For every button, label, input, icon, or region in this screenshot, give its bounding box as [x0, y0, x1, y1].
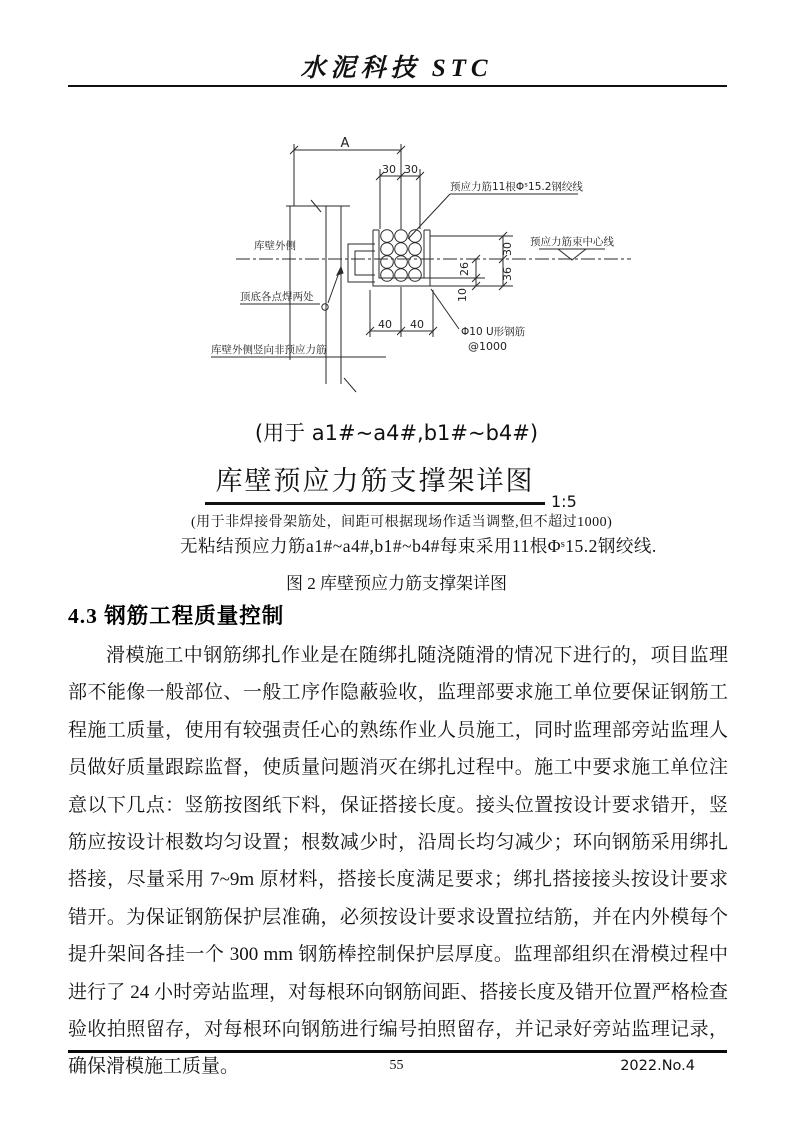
figure-caption: 图 2 库壁预应力筋支撑架详图 — [286, 574, 507, 593]
dim-30b-label: 30 — [404, 163, 418, 176]
strand-bundle — [381, 230, 422, 282]
section-body-paragraph: 滑模施工中钢筋绑扎作业是在随绑扎随浇随滑的情况下进行的，项目监理部不能像一般部位、一般工序作隐蔽验收，监理部要求施工单位要保证钢筋工程施工质量，使用有较强责任心的熟练作业人员施工，同时监理部旁站监理人员做好质量跟踪监督，使质量问题消灭在绑扎过程中。施工中要求施工单位注意以下几点：竖筋按图纸下料，保证搭接长度。接头位置按设计要求错开，竖筋应按设计根数均匀设置；根数减少时，沿周长均匀减少；环向钢筋采用绑扎搭接，尽量采用 7~9m 原材料，搭接长度满足要求；绑扎搭接接头按设计要求错开。为保证钢筋保护层准确，必须按设计要求设置拉结筋，并在内外模每个提升架间各挂一个 300 mm 钢筋棒控制保护层厚度。监理部组织在滑模过程中进行了 24 小时旁站监理，对每根环向钢筋间距、搭接长度及错开位置严格检查验收拍照留存，对每根环向钢筋进行编号拍照留存，并记录好旁站监理记录，确保滑模施工质量。 — [68, 645, 728, 1078]
dimension-40-40 — [366, 287, 437, 337]
dim-40b-label: 40 — [410, 318, 424, 331]
right-dimensions — [424, 232, 513, 290]
figure-note-1: (用于非焊接骨架筋处，间距可根据现场作适当调整,但不超过1000) — [191, 515, 613, 530]
vertical-rebar-label: 库壁外侧竖向非预应力筋 — [211, 344, 327, 356]
strand-label: 预应力筋11根Φˢ15.2钢绞线 — [450, 181, 583, 193]
weld-leader — [240, 267, 343, 310]
centerline-marker — [539, 249, 605, 260]
footer-rule — [68, 1050, 727, 1053]
weld-label: 顶底各点焊两处 — [240, 291, 314, 303]
figure-title: 库壁预应力筋支撑架详图 — [215, 466, 535, 496]
figure-note-2: 无粘结预应力筋a1#~a4#,b1#~b4#每束采用11根Φˢ15.2钢绞线. — [180, 536, 657, 556]
header-rule — [68, 85, 727, 87]
journal-title: 水泥科技 STC — [300, 55, 493, 82]
support-frame-diagram — [178, 128, 660, 420]
dim-40a-label: 40 — [378, 318, 392, 331]
dim-a-label: A — [340, 136, 350, 151]
u-bar-leader — [431, 289, 459, 329]
wall-outside-label: 库壁外侧 — [254, 240, 296, 252]
section-heading: 4.3 钢筋工程质量控制 — [68, 604, 285, 628]
issue-number: 2022.No.4 — [620, 1058, 695, 1074]
page-number: 55 — [389, 1058, 404, 1073]
figure-title-block — [205, 462, 545, 505]
u-bar-label: Φ10 U形钢筋 — [461, 326, 526, 338]
strand-leader — [408, 194, 578, 239]
dim-r10-label: 10 — [456, 288, 469, 302]
dimension-30-30 — [376, 169, 424, 229]
support-bracket — [348, 244, 375, 282]
dim-30a-label: 30 — [382, 163, 396, 176]
dim-r26-label: 26 — [458, 262, 471, 276]
u-bar-spacing-label: @1000 — [468, 340, 507, 353]
figure-applies-to: (用于 a1#~a4#,b1#~b4#) — [254, 421, 539, 445]
figure-title-rule — [205, 502, 545, 505]
dim-r30-label: 30 — [501, 242, 514, 256]
figure-scale: 1:5 — [551, 492, 577, 511]
dim-r36-label: 36 — [501, 267, 514, 281]
centerline-label: 预应力筋束中心线 — [530, 236, 614, 248]
